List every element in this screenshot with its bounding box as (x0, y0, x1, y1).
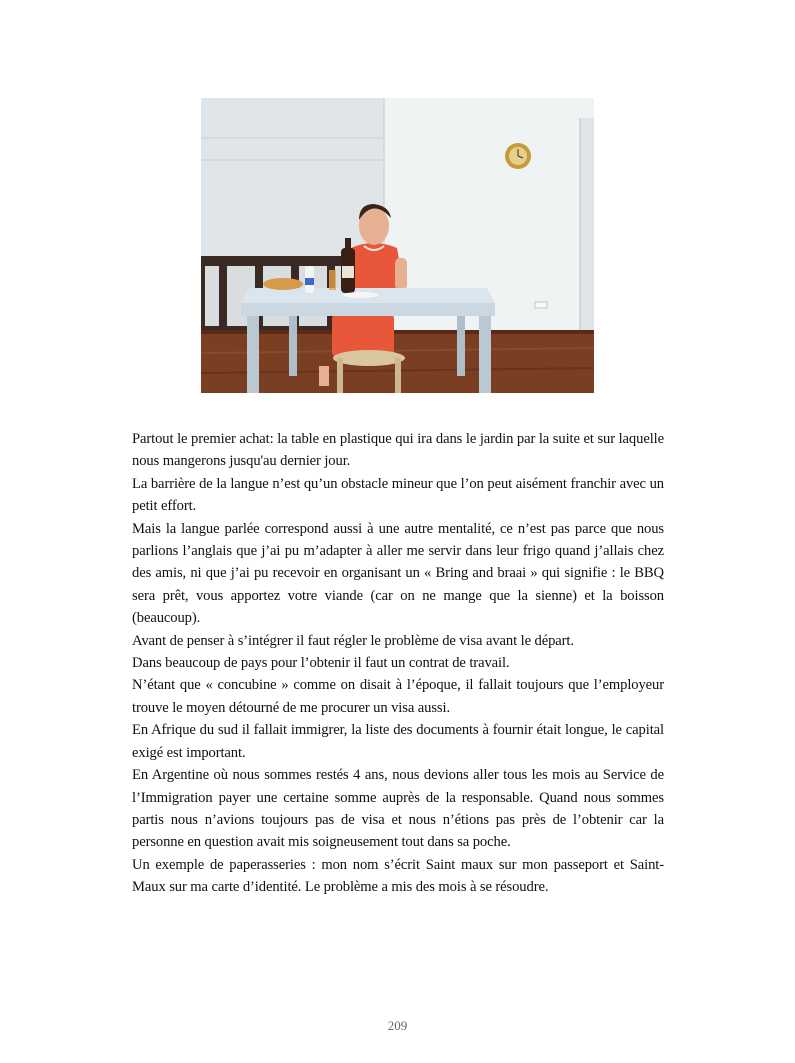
paragraph-work-contract: Dans beaucoup de pays pour l’obtenir il faut un contrat de travail. (132, 655, 510, 672)
left-wall (201, 98, 384, 258)
photo (201, 98, 594, 393)
page-number: 209 (387, 1018, 408, 1033)
paragraph-south-africa: En Afrique du sud il fallait immigrer, la liste des documents à fournir était longue, le capital exigé est important. (132, 722, 664, 761)
paragraph-first-purchase: Partout le premier achat: la table en plastique qui ira dans le jardin par la suite et sur laquelle nous mangerons jusqu'au dernier jour. (132, 431, 664, 470)
paragraph-concubine: N’étant que « concubine » comme on disait à l’époque, il fallait toujours que l’employeur trouve le moyen détourné de me procurer un visa aussi. (132, 677, 664, 716)
body-text (132, 428, 664, 899)
paragraph-mentality: Mais la langue parlée correspond aussi à une autre mentalité, ce n’est pas parce que nous parlions l’anglais que j’ai pu m’adapter à aller me servir dans leur frigo quand j’allais chez des amis, ni que j’ai pu recevoir en organisant un « Bring and braai » qui signifie : le BBQ sera prêt, vous apportez votre viande (car on ne mange que la sienne) et la boisson (beaucoup). (132, 520, 664, 627)
paragraph-language-barrier: La barrière de la langue n’est qu’un obstacle mineur que l’on peut aisément franchir avec un petit effort. (132, 475, 664, 515)
paragraph-visa: Avant de penser à s’intégrer il faut régler le problème de visa avant le départ. (132, 632, 574, 649)
paragraph-paperwork: Un exemple de paperasseries : mon nom s’écrit Saint maux sur mon passeport et Saint-Maux sur ma carte d’identité. Le problème a mis des mois à se résoudre. (132, 856, 664, 896)
paragraph-argentina: En Argentine où nous sommes restés 4 ans, nous devions aller tous les mois au Service de l’Immigration payer une certaine somme auprès de la responsable. Quand nous sommes partis nous n’avions toujours pas de visa et nous n’étions pas près de l’obtenir car la personne en question avait mis soigneusement tout dans sa poche. (132, 767, 664, 851)
door-frame (580, 118, 594, 333)
